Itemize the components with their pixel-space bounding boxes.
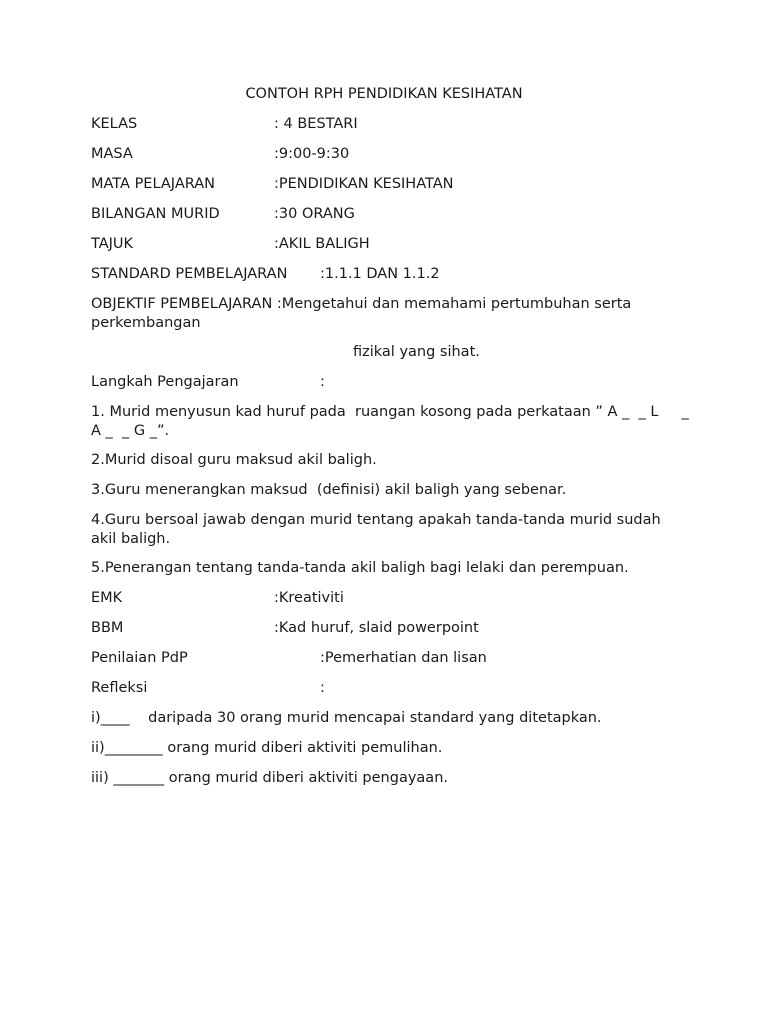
- bbm-value: :Kad huruf, slaid powerpoint: [274, 620, 479, 636]
- step-2: 2.Murid disoal guru maksud akil baligh.: [91, 452, 377, 468]
- document-title: CONTOH RPH PENDIDIKAN KESIHATAN: [245, 86, 523, 102]
- refleksi-label: Refleksi: [91, 680, 148, 696]
- field-value-kelas: : 4 BESTARI: [274, 116, 358, 132]
- step-4-line-2: akil baligh.: [91, 531, 171, 547]
- step-3: 3.Guru menerangkan maksud (definisi) akil baligh yang sebenar.: [91, 482, 567, 498]
- objektif-line-2: perkembangan: [91, 315, 201, 331]
- field-label-bilangan-murid: BILANGAN MURID: [91, 206, 220, 222]
- reflection-3: iii) _______ orang murid diberi aktiviti pengayaan.: [91, 770, 448, 786]
- field-label-masa: MASA: [91, 146, 133, 162]
- emk-value: :Kreativiti: [274, 590, 344, 606]
- penilaian-label: Penilaian PdP: [91, 650, 188, 666]
- step-1-line-1: 1. Murid menyusun kad huruf pada ruangan kosong pada perkataan ” A _ _ L _: [91, 404, 689, 420]
- reflection-2: ii)________ orang murid diberi aktiviti pemulihan.: [91, 740, 443, 756]
- penilaian-value: :Pemerhatian dan lisan: [320, 650, 487, 666]
- step-1-line-2: A _ _ G _”.: [91, 423, 170, 439]
- step-5: 5.Penerangan tentang tanda-tanda akil baligh bagi lelaki dan perempuan.: [91, 560, 629, 576]
- field-value-tajuk: :AKIL BALIGH: [274, 236, 370, 252]
- step-4-line-1: 4.Guru bersoal jawab dengan murid tentang apakah tanda-tanda murid sudah: [91, 512, 661, 528]
- field-label-mata-pelajaran: MATA PELAJARAN: [91, 176, 215, 192]
- field-value-mata-pelajaran: :PENDIDIKAN KESIHATAN: [274, 176, 454, 192]
- langkah-value: :: [320, 374, 325, 390]
- refleksi-value: :: [320, 680, 325, 696]
- langkah-label: Langkah Pengajaran: [91, 374, 239, 390]
- field-label-standard: STANDARD PEMBELAJARAN: [91, 266, 288, 282]
- emk-label: EMK: [91, 590, 123, 606]
- objektif-line-1: OBJEKTIF PEMBELAJARAN :Mengetahui dan memahami pertumbuhan serta: [91, 296, 632, 312]
- field-value-standard: :1.1.1 DAN 1.1.2: [320, 266, 440, 282]
- reflection-1: i)____ daripada 30 orang murid mencapai standard yang ditetapkan.: [91, 710, 602, 726]
- bbm-label: BBM: [91, 620, 124, 636]
- field-label-kelas: KELAS: [91, 116, 138, 132]
- field-value-masa: :9:00-9:30: [274, 146, 350, 162]
- objektif-line-3: fizikal yang sihat.: [353, 344, 480, 360]
- field-value-bilangan-murid: :30 ORANG: [274, 206, 355, 222]
- field-label-tajuk: TAJUK: [91, 236, 134, 252]
